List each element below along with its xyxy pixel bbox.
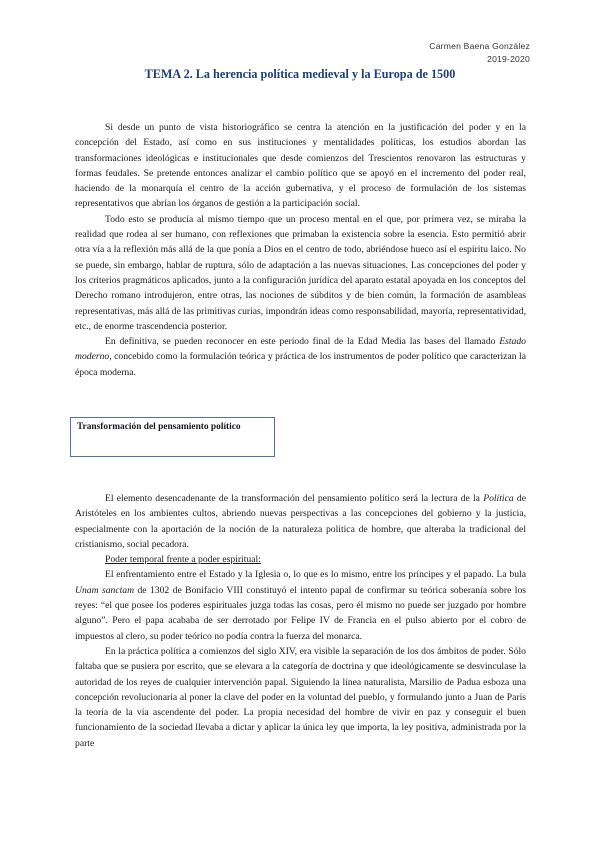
italic-term: Unam sanctam (75, 584, 135, 596)
text-run: El enfrentamiento entre el Estado y la Iglesia o, lo que es lo mismo, entre los príncipes y el papado. La bula (105, 569, 526, 581)
subheading-paragraph (75, 552, 526, 567)
text-run: de Aristóteles en los ambientes cultos, abriendo nuevas perspectivas a las concepciones del gobierno y la justicia, especialmente con la aportación de la noción de la naturaleza política de hombre, que alteraba la tradicional del cristianismo, social pecadora. (75, 493, 526, 550)
section-body (75, 491, 526, 751)
intro-paragraph-1: Si desde un punto de vista historiográfico se centra la atención en la justificación del poder y en la concepción del Estado, así como en sus instituciones y mentalidades políticas, los estudios abordan las transformaciones ideológicas e institucionales que desde comienzos del Trescientos renovaron las estructuras y formas feudales. Se pretende entonces analizar el cambio político que se apoyó en el incremento del poder real, haciendo de la monarquía el centro de la acción gubernativa, y el proceso de formulación de los sistemas representativos que abrían los órganos de gestión a la participación social. (75, 122, 526, 210)
text-run: En definitiva, se pueden reconocer en este período final de la Edad Media las bases del llamado (105, 336, 500, 348)
section-heading-box: Transformación del pensamiento político (70, 417, 275, 457)
italic-term: Estado moderno (75, 336, 526, 363)
text-run: de 1302 de Bonifacio VIII constituyó el intento papal de confirmar su teórica soberanía sobre los reyes: “el que posee los poderes espirituales juzga todas las cosas, pero él mismo no puede ser juzgado por hombre alguno”. Pero el papa acababa de ser derrotado por Felipe IV de Francia en el pulso abierto por el cobro de impuestos al clero, su poder teórico no podía contra la fuerza del monarca. (75, 584, 527, 642)
intro-paragraph-3 (75, 334, 526, 380)
author-name: Carmen Baena González (429, 41, 530, 51)
text-run: , concebido como la formulación teórica y práctica de los instrumentos de poder político que caracterizan la época moderna. (75, 351, 526, 378)
page-header (429, 40, 530, 66)
section-paragraph-1 (75, 491, 526, 552)
section-paragraph-3: En la práctica política a comienzos del siglo XIV, era visible la separación de los dos ámbitos de poder. Sólo faltaba que se pusiera por escrito, que se elevara a la categoría de doctrina y que ideológicamente se desvinculase la autoridad de los reyes de cualquier intervención papal. Siguiendo la línea naturalista, Marsilio de Padua esboza una concepción revolucionaria al poner la clave del poder en la voluntad del pueblo, y formulando junto a Juan de París la teoría de la vía ascendente del poder. La propia necesidad del hombre de vivir en paz y conseguir el buen funcionamiento de la sociedad llevaba a dictar y aplicar la única ley que importa, la ley positiva, administrada por la parte (75, 645, 526, 749)
italic-term: Política (483, 493, 514, 504)
intro-paragraph-2: Todo esto se producía al mismo tiempo que un proceso mental en el que, por primera vez, se miraba la realidad que rodea al ser humano, con reflexiones que primaban la existencia sobre la esencia. Esto permitió abrir otra vía a la reflexión más allá de la que ponía a Dios en el centro de todo, abriéndose hueco así el espíritu laico. No se puede, sin embargo, hablar de ruptura, sólo de adaptación a las nuevas situaciones. Las concepciones del poder y los criterios pragmáticos aplicados, junto a la configuración jurídica del aparato estatal apoyada en los conceptos del Derecho romano introdujeron, entre otras, las nociones de súbditos y de bien común, la formación de asambleas representativas, más allá de las primitivas curias, impondrán ideas como responsabilidad, mayoría, representatividad, etc., de enorme trascendencia posterior. (75, 213, 526, 332)
text-run: El elemento desencadenante de la transformación del pensamiento político será la lectura de la (105, 493, 484, 504)
page-title: TEMA 2. La herencia política medieval y la Europa de 1500 (144, 67, 456, 81)
intro-section (75, 120, 526, 380)
academic-year: 2019-2020 (487, 54, 530, 64)
subheading: Poder temporal frente a poder espiritual: (105, 554, 261, 566)
section-paragraph-2 (75, 567, 526, 643)
